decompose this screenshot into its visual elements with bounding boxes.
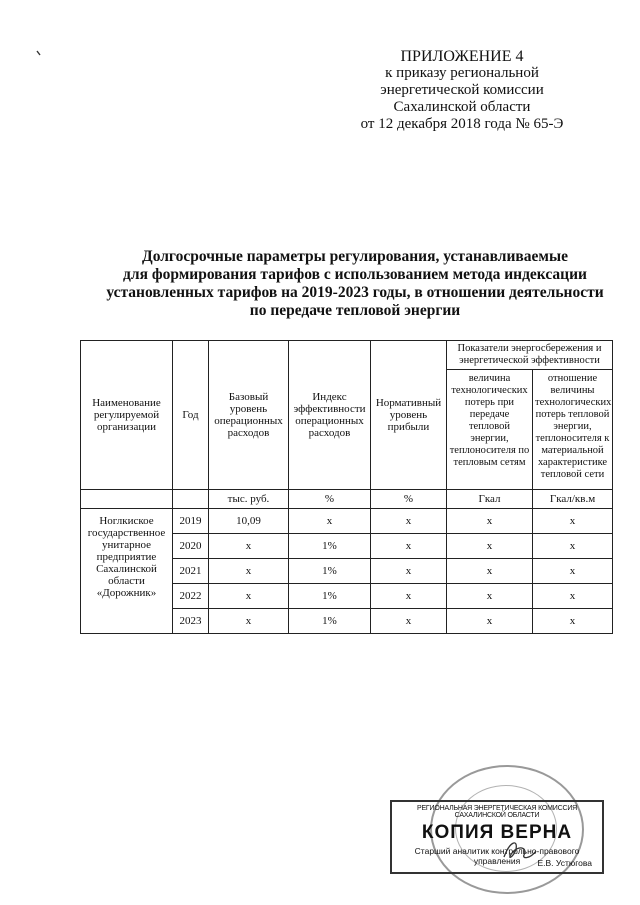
document-title xyxy=(95,248,615,320)
unit-base: тыс. руб. xyxy=(209,490,289,509)
cell-index: 1% xyxy=(289,534,371,559)
cell-ratio: x xyxy=(533,609,613,634)
cell-year: 2023 xyxy=(173,609,209,634)
scan-speck xyxy=(36,46,46,56)
cell-ratio: x xyxy=(533,584,613,609)
unit-ratio: Гкал/кв.м xyxy=(533,490,613,509)
units-empty xyxy=(173,490,209,509)
cell-profit: x xyxy=(371,584,447,609)
stamp-name: Е.В. Устюгова xyxy=(537,858,592,868)
cell-ratio: x xyxy=(533,534,613,559)
cell-losses: x xyxy=(447,584,533,609)
cell-year: 2022 xyxy=(173,584,209,609)
header-efficiency-index: Индекс эффективности операционных расходов xyxy=(289,341,371,490)
cell-profit: x xyxy=(371,609,447,634)
cell-base: x xyxy=(209,584,289,609)
organization-name: Ноглкиское государственное унитарное предприятие Сахалинской области «Дорожник» xyxy=(81,509,173,634)
header-year: Год xyxy=(173,341,209,490)
cell-losses: x xyxy=(447,559,533,584)
cell-year: 2020 xyxy=(173,534,209,559)
appendix-header xyxy=(342,48,582,133)
appendix-line: к приказу региональной xyxy=(385,65,539,81)
title-line: Долгосрочные параметры регулирования, устанавливаемые xyxy=(142,248,568,265)
cell-year: 2019 xyxy=(173,509,209,534)
header-ratio: отношение величины технологических потерь тепловой энергии, теплоносителя к материальной характеристике тепловой сети xyxy=(533,370,613,490)
cell-ratio: x xyxy=(533,509,613,534)
cell-index: x xyxy=(289,509,371,534)
table-header-row xyxy=(81,341,613,370)
appendix-line: Сахалинской области xyxy=(393,99,531,115)
unit-losses: Гкал xyxy=(447,490,533,509)
unit-profit: % xyxy=(371,490,447,509)
appendix-title: ПРИЛОЖЕНИЕ 4 xyxy=(400,48,524,65)
cell-base: x xyxy=(209,559,289,584)
cell-base: 10,09 xyxy=(209,509,289,534)
unit-index: % xyxy=(289,490,371,509)
cell-losses: x xyxy=(447,609,533,634)
header-indicators: Показатели энергосбережения и энергетической эффективности xyxy=(447,341,613,370)
title-line: по передаче тепловой энергии xyxy=(249,302,461,319)
cell-profit: x xyxy=(371,559,447,584)
appendix-line: энергетической комиссии xyxy=(380,82,544,98)
cell-base: x xyxy=(209,609,289,634)
appendix-date: от 12 декабря 2018 года № 65-Э xyxy=(360,116,564,132)
stamp-copy-label: КОПИЯ ВЕРНА xyxy=(421,822,573,843)
units-empty xyxy=(81,490,173,509)
cell-index: 1% xyxy=(289,559,371,584)
cell-losses: x xyxy=(447,509,533,534)
signature-icon xyxy=(500,835,540,865)
header-base-level: Базовый уровень операционных расходов xyxy=(209,341,289,490)
table-units-row xyxy=(81,490,613,509)
stamp-commission: РЕГИОНАЛЬНАЯ ЭНЕРГЕТИЧЕСКАЯ КОМИССИЯ САХАЛИНСКОЙ ОБЛАСТИ xyxy=(416,805,578,819)
header-organization: Наименование регулируемой организации xyxy=(81,341,173,490)
cell-profit: x xyxy=(371,534,447,559)
parameters-table xyxy=(80,340,613,634)
header-losses: величина технологических потерь при передаче тепловой энергии, теплоносителя по тепловым сетям xyxy=(447,370,533,490)
cell-ratio: x xyxy=(533,559,613,584)
stamp-position: Старший аналитик контрольно-правового управления xyxy=(414,846,580,866)
table-row xyxy=(81,509,613,534)
cell-index: 1% xyxy=(289,609,371,634)
cell-index: 1% xyxy=(289,584,371,609)
title-line: для формирования тарифов с использованием метода индексации xyxy=(123,266,587,283)
cell-year: 2021 xyxy=(173,559,209,584)
cell-losses: x xyxy=(447,534,533,559)
cell-base: x xyxy=(209,534,289,559)
cell-profit: x xyxy=(371,509,447,534)
header-profit-level: Нормативный уровень прибыли xyxy=(371,341,447,490)
copy-stamp xyxy=(390,800,604,874)
title-line: установленных тарифов на 2019-2023 годы, в отношении деятельности xyxy=(106,284,604,301)
